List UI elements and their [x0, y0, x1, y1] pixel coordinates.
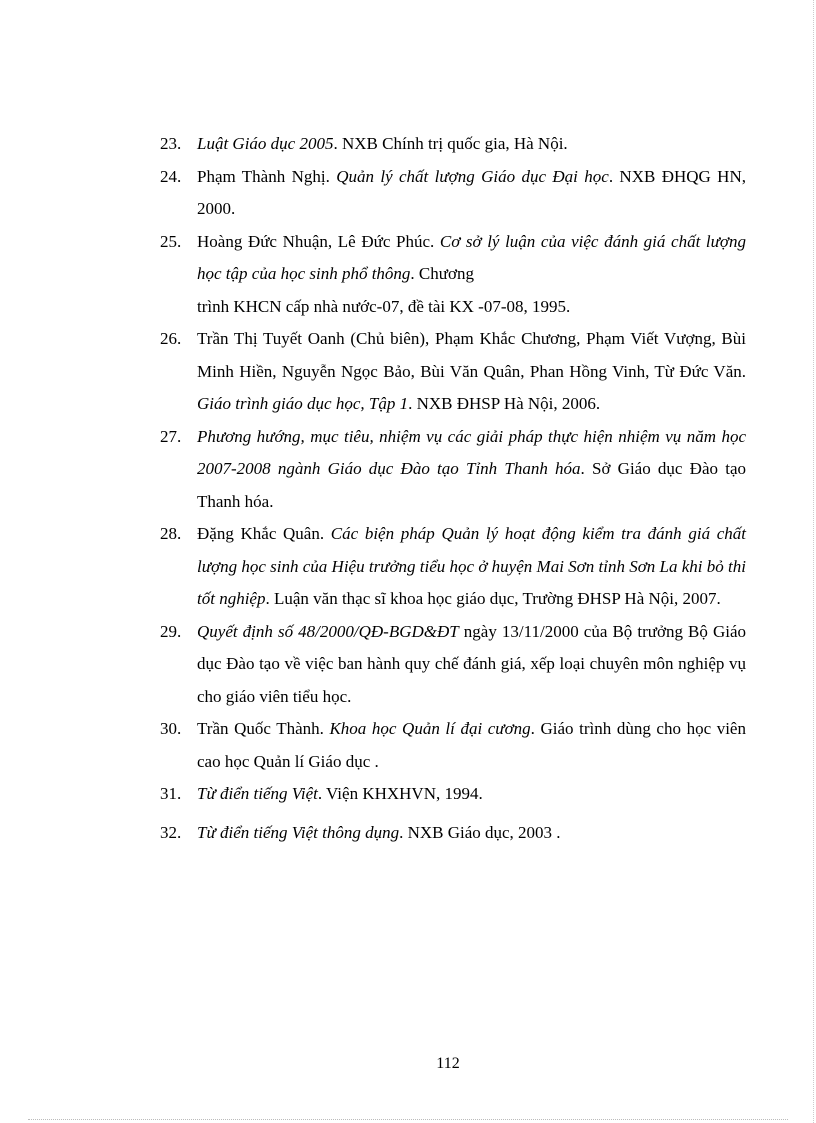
reference-item-32 — [160, 817, 746, 850]
reference-item-31 — [160, 778, 746, 811]
reference-number: 24. — [160, 166, 182, 186]
reference-publisher-cont: trình KHCN cấp nhà nước-07, đề tài KX -07-08, 1995. — [197, 296, 571, 316]
reference-item-23 — [160, 128, 746, 161]
reference-item-26 — [160, 323, 746, 421]
reference-author: Hoàng Đức Nhuận, Lê Đức Phúc. — [197, 231, 440, 251]
reference-title: Cơ sở lý luận của việc đánh giá chất lượng học tập của học sinh phổ thông — [197, 231, 746, 283]
reference-number: 30. — [160, 719, 182, 738]
reference-author: Đặng Khắc Quân. — [197, 524, 331, 543]
reference-title: Từ điển tiếng Việt thông dụng — [197, 822, 400, 842]
reference-item-29 — [160, 616, 746, 714]
reference-item-27 — [160, 421, 746, 519]
reference-publisher: . Chương — [410, 264, 474, 283]
reference-number: 28. — [160, 524, 182, 543]
reference-list — [160, 128, 746, 849]
page-number: 112 — [436, 1055, 460, 1072]
reference-number: 23. — [160, 134, 182, 153]
reference-publisher: . NXB Giáo dục, 2003 . — [399, 822, 561, 842]
reference-number: 31. — [160, 784, 182, 803]
reference-publisher: . Sở Giáo dục Đào tạo Thanh hóa. — [197, 459, 746, 511]
reference-item-24 — [160, 161, 746, 226]
reference-publisher: . Luận văn thạc sĩ khoa học giáo dục, Trường ĐHSP Hà Nội, 2007. — [265, 589, 721, 608]
side-divider — [813, 0, 814, 1123]
reference-publisher: . NXB ĐHSP Hà Nội, 2006. — [408, 394, 601, 413]
reference-item-30 — [160, 713, 746, 778]
reference-number: 25. — [160, 231, 182, 251]
reference-title: Các biện pháp Quản lý hoạt động kiểm tra đánh giá chất lượng học sinh của Hiệu trưởng tiểu học ở huyện Mai Sơn tỉnh Sơn La khi bỏ thi tốt nghiệp — [197, 524, 747, 608]
reference-publisher: . NXB Chính trị quốc gia, Hà Nội. — [333, 134, 568, 153]
reference-title: Phương hướng, mục tiêu, nhiệm vụ các giải pháp thực hiện nhiệm vụ năm học 2007-2008 ngành Giáo dục Đào tạo Tỉnh Thanh hóa — [197, 426, 746, 478]
footer-divider — [28, 1119, 788, 1120]
reference-number: 26. — [160, 329, 182, 348]
reference-title: Khoa học Quản lí đại cương — [329, 719, 531, 738]
reference-author: Trần Quốc Thành. — [197, 719, 330, 738]
reference-publisher: . Giáo trình dùng cho học viên cao học Quản lí Giáo dục . — [197, 719, 746, 771]
reference-item-25 — [160, 226, 746, 324]
reference-author: Trần Thị Tuyết Oanh (Chủ biên), Phạm Khắc Chương, Phạm Viết Vượng, Bùi Minh Hiền, Nguyễn Ngọc Bảo, Bùi Văn Quân, Phan Hồng Vinh, Từ Đức Văn. — [197, 329, 746, 381]
reference-item-28 — [160, 518, 746, 616]
reference-title: Giáo trình giáo dục học, Tập 1 — [197, 394, 409, 413]
reference-publisher: . Viện KHXHVN, 1994. — [317, 784, 483, 803]
reference-title: Quyết định số 48/2000/QĐ-BGD&ĐT — [197, 621, 459, 641]
reference-title: Từ điển tiếng Việt — [197, 784, 318, 803]
reference-number: 32. — [160, 822, 182, 842]
reference-publisher: ngày 13/11/2000 của Bộ trưởng Bộ Giáo dục Đào tạo về việc ban hành quy chế đánh giá, xếp loại chuyên môn nghiệp vụ cho giáo viên tiểu học. — [197, 621, 747, 706]
reference-publisher: . NXB ĐHQG HN, 2000. — [197, 166, 746, 218]
reference-author: Phạm Thành Nghị. — [197, 166, 337, 186]
reference-title: Luật Giáo dục 2005 — [197, 134, 334, 153]
reference-number: 29. — [160, 621, 182, 641]
reference-title: Quản lý chất lượng Giáo dục Đại học — [336, 166, 609, 186]
reference-number: 27. — [160, 426, 182, 446]
